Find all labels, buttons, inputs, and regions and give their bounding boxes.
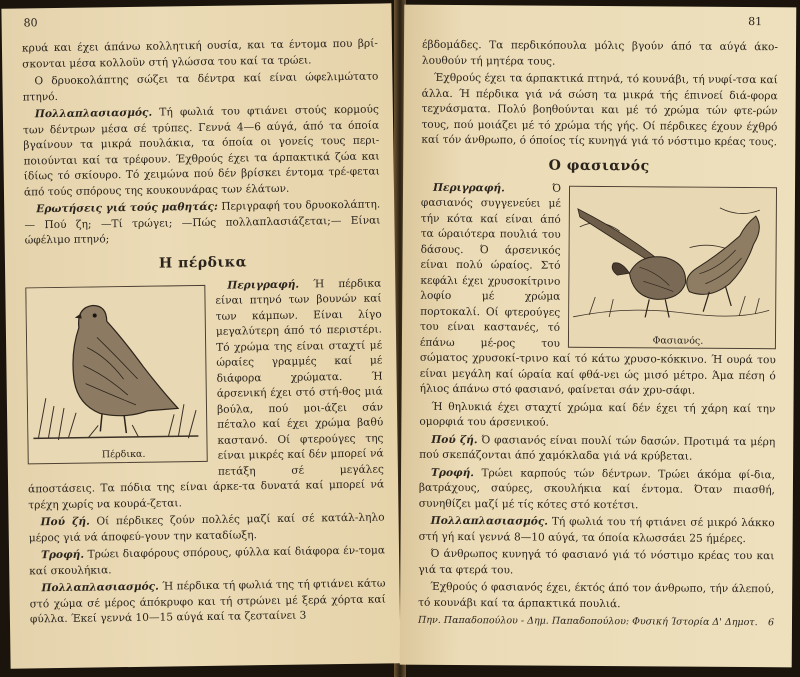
- life-paragraph: [28, 510, 384, 546]
- paragraph-text: Τρώει καρπούς τών δέντρων. Τρώει άκόμα φί-δια, βατράχους, σαύρες, σκουλήκια καί έντομα. Όταν πιασθή, συνηθίζει μαζί μέ τίς κότες στό κοτέτσι.: [418, 466, 776, 511]
- section-title: Ο φασιανός: [548, 157, 650, 174]
- reproduction-paragraph: [23, 102, 380, 200]
- paragraph: Ό άνθρωπος κυνηγά τό φασιανό γιά τό νόστιμο κρέας του και γιά τα φτερά του.: [418, 547, 775, 576]
- page-number: 80: [23, 16, 38, 30]
- page-number: 81: [748, 15, 763, 29]
- life-paragraph: [419, 432, 775, 465]
- pheasant-figure: [568, 185, 777, 348]
- paragraph: κρυά και έχει άπάνω κολλητική ουσία, και τα έντομα που βρί-σκονται μέσα κολλοϋν στή γλώσσα του καί τα τρώει.: [21, 37, 379, 70]
- paragraph-text: Ή πέρδικα είναι πτηνό των βουνών καί των κάμπων. Είναι λίγο μεγαλύτερη άπό τό περιστέρι. Τό χρώμα της είναι σταχτί μέ ώραίες γραμμές καί μέ διάφορα χρώματα. Ή άρσενική έχει στό στή-θος μιά βούλα, πού μοι-άζει σάν πέταλο καί έχει χρώμα βαθύ καστανό. Οί φτερούγες της είναι μικρές καί δέν μπορεί νά πετάξη σέ μεγάλες άποστάσεις. Τα πόδια της είναι άρκε-τα δυνατά καί μπορεί νά τρέχη χωρίς να κουρά-ζεται.: [28, 276, 385, 511]
- right-page: [400, 5, 797, 668]
- paragraph: Ο δρυοκολάπτης σώζει τα δέντρα καί είναι ώφελιμώτατο πτηνό.: [22, 70, 379, 103]
- paragraph: Έχθρούς ό φασιανός έχει, έκτός άπό τον άνθρωπο, τήν άλεπού, τό κουνάβι καί τα άρπακτικά πουλιά.: [418, 580, 775, 610]
- paragraph-text: Τή φωλιά του φτιάνει στούς κορμούς των δέντρων μέσα σέ τρύπες. Γεννά 4—6 αύγά, άπό τα όποία βγαίνουν τα μικρά πουλάκια, τα όποία οι γονείς τους περι-ποιούνται καί τα τρέφουν. Έχθρούς έχει τα άρπακτικά ζώα και ίδίως τό σκίουρο. Τό χειμώνα πού δέν βρίσκει έντομα τρέ-φεται άπό τούς σπόρους της κουκουνάρας των έλάτων.: [23, 103, 380, 198]
- paragraph: έβδομάδες. Τα περδικόπουλα μόλις βγούν άπό τα αύγά άκο-λουθούν τή μητέρα τους.: [421, 38, 779, 68]
- paragraph-text: Ή πέρδικα τή φωλιά της τή φτιάνει κάτω στό χώμα σέ μέρος άπόκρυφο και τή στρώνει μέ ξερά χόρτα καί φύλλα. Έκεί γεννά 10—15 αύγά καί τα ζεσταίνει 3: [29, 577, 386, 626]
- description-paragraph: [420, 180, 778, 399]
- section-label: Πού ζή.: [40, 515, 90, 529]
- section-label: Πολλαπλασιασμός.: [41, 580, 159, 595]
- food-paragraph: [29, 543, 385, 579]
- paragraph-text: Περιγραφή του δρυοκολάπτη.— Πού ζη; —Τί τρώγει; —Πώς πολλαπλασιάζεται;— Είναι ώφέλιμο πτηνό;: [24, 198, 381, 247]
- paragraph: Έχθρούς έχει τα άρπακτικά πτηνά, τό κουνάβι, τή νυφί-τσα καί άλλα. Ή πέρδικα γιά νά σώση τα μικρά τής έπινοεί διά-φορα τεχνάσματα. Πολύ βοηθούνται και μέ τό χρώμα τών φτε-ρών τους, πού μοιάζει μέ τό χρώμα τής γής. Οί πέρδικες έχουν έχθρό καί τόν άνθρωπο, ό όποίος τίς κυνηγά γιά τό νόστιμο κρέας τους.: [421, 71, 778, 149]
- paragraph-text: Οί πέρδικες ζούν πολλές μαζί καί σέ κατάλ-ληλο μέρος γιά νά άποφεύ-γουν την καταδίωξη.: [28, 511, 385, 544]
- section-label: Ερωτήσεις γιά τούς μαθητάς:: [36, 200, 218, 216]
- paragraph-text: Ό φασιανός είναι πουλί τών δασών. Προτιμά τα μέρη πού σκεπάζονται άπό χαμόκλαδα γιά νά κρύβεται.: [419, 433, 776, 463]
- section-label: Τροφή.: [431, 466, 475, 479]
- section-label: Πού ζή.: [431, 433, 478, 446]
- page-footer: [418, 615, 774, 628]
- section-label: Περιγραφή.: [227, 278, 300, 292]
- partridge-illustration: [26, 285, 204, 445]
- reproduction-paragraph: [419, 514, 775, 547]
- section-label: Πολλαπλασιασμός.: [430, 514, 549, 528]
- pheasant-illustration: [569, 186, 774, 331]
- left-page: [1, 3, 400, 668]
- section-title: Η πέρδικα: [158, 253, 248, 272]
- reproduction2-paragraph: [29, 576, 386, 627]
- questions-paragraph: [24, 197, 381, 248]
- paragraph-text: Ό φασιανός συγγενεύει μέ τήν κότα καί είναι άπό τα ώραιότερα πουλιά του δάσους. Ό άρσενικός είναι πολύ ώραίος. Στό κεφάλι έχει χρυσοκίτρινο λοφίο μέ χρώμα πορτοκαλί. Οί φτερούγες του είναι καστανές, τό έπάνω μέ-ρος του σώματος χρυσοκί-τρινο καί τό κάτω χρυσο-κόκκινο. Ή ουρά του είναι μεγάλη καί ώραία καί φθά-νει ώς μισό μέτρο. Άμα πέση ό ήλιος άπάνω στό φασιανό, φαίνεται σάν χρυ-σάφι.: [419, 182, 776, 397]
- partridge-figure: [25, 284, 207, 463]
- section-label: Πολλαπλασιασμός.: [34, 106, 153, 121]
- paragraph: Ή θηλυκιά έχει σταχτί χρώμα καί δέν έχει τή χάρη καί την ομορφιά του άρσενικού.: [419, 400, 776, 429]
- description-paragraph: [25, 276, 384, 513]
- signature-mark: 6: [767, 617, 775, 629]
- section-label: Περιγραφή.: [432, 181, 505, 194]
- food-paragraph: [419, 465, 775, 514]
- figure-caption: Φασιανός.: [652, 334, 704, 347]
- footer-citation: Πην. Παπαδοπούλου - Δημ. Παπαδοπούλου: Φυσική Ίστορία Δ' Δημοτ.: [417, 614, 758, 629]
- paragraph-text: Τρώει διαφόρους σπόρους, φύλλα καί διάφορα έν-τομα καί σκουλήκια.: [29, 544, 386, 577]
- figure-caption: Πέρδικα.: [101, 448, 146, 460]
- section-label: Τροφή.: [40, 548, 85, 562]
- paragraph-text: Τή φωλιά του τή φτιάνει σέ μικρό λάκκο στή γή καί γεννά 8—10 αύγά, τα όποία κλωσσάει 25 ήμέρες.: [418, 515, 775, 545]
